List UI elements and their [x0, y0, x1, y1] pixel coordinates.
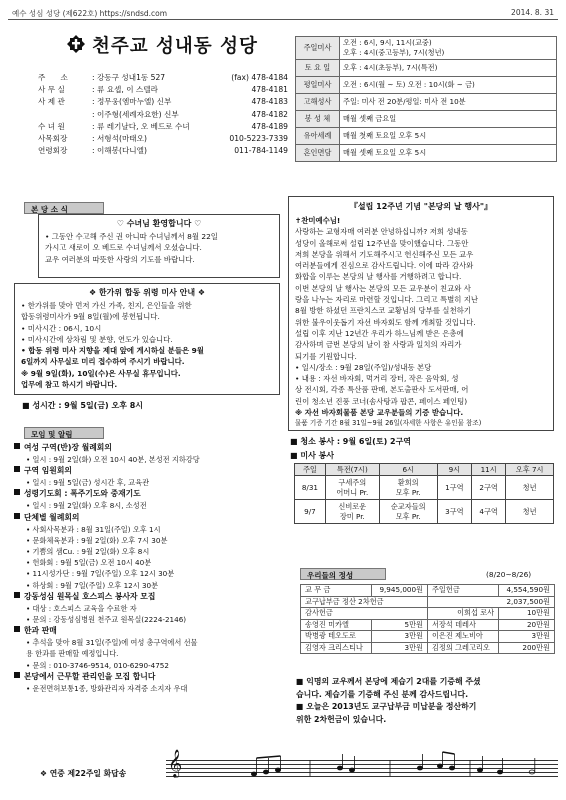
staff-row	[38, 96, 288, 108]
schedule-value	[340, 94, 557, 111]
offering-row	[301, 608, 555, 620]
schedule-line: 매월 첫째 토요일 오후 5시	[343, 131, 427, 140]
service-cell-line: 모후 Pr.	[395, 511, 421, 521]
meeting-item: • 문의 : 010-3746-9514, 010-6290-4752	[26, 660, 169, 670]
welcome-box	[38, 214, 280, 278]
offering-cell: 9,945,000원	[372, 585, 428, 597]
section-offering-label: 우리들의 정성	[300, 568, 386, 580]
offering-row	[301, 596, 555, 608]
service-cell-line: 환희의	[397, 477, 419, 487]
service-cell: 청년	[506, 476, 554, 500]
meeting-item: • 11시성가단 : 9월 7일(주일) 오후 12시 30분	[26, 569, 175, 579]
meeting-heading-text: 여성 구역(반)장 월례회의	[24, 443, 112, 452]
service-header-cell: 11시	[471, 464, 505, 476]
bullet-square-icon	[14, 443, 20, 449]
service-cell: 3구역	[437, 500, 471, 524]
schedule-row	[296, 145, 557, 162]
offering-row	[301, 585, 555, 597]
meeting-heading-text: 본당에서 근무할 관리인을 모집 합니다	[24, 671, 156, 681]
mass-service-table	[294, 463, 554, 524]
memorial-mass-line: ※ 9월 9일(화), 10일(수)은 사무실 휴무입니다.	[21, 368, 181, 378]
offering-note-line: 위한 2차헌금이 있습니다.	[296, 714, 387, 724]
anniversary-line: 여러분들에게 진심으로 감사드립니다. 이에 따라 감사와	[295, 261, 474, 271]
anniversary-box	[288, 196, 554, 431]
service-row	[295, 500, 554, 524]
meeting-heading	[14, 671, 284, 683]
offering-cell: 주일헌금	[427, 585, 498, 597]
offering-note-line: 습니다. 제습기를 기증해 주신 분께 감사드립니다.	[296, 689, 469, 699]
memorial-mass-line: • 합동 위령 미사 지향을 제대 앞에 게시하실 분들은 9월	[21, 346, 204, 356]
staff-row	[38, 133, 288, 145]
offering-cell: 3만원	[499, 631, 555, 643]
memorial-mass-box	[14, 283, 280, 395]
meeting-item: • 사회사목분과 : 8월 31일(주일) 오후 1시	[26, 524, 161, 534]
staff-role: 주 소	[38, 73, 68, 82]
staff-row	[38, 72, 288, 84]
meeting-item: • 일시 : 9월 2일(화) 오후 8시, 소성전	[26, 501, 147, 511]
meeting-heading	[14, 488, 284, 500]
staff-role: 수 녀 원	[38, 121, 65, 131]
schedule-line: 주일: 미사 전 20분/평일: 미사 전 10분	[343, 97, 466, 106]
service-cell: 4구역	[471, 500, 505, 524]
offering-cell: 김정의 그레고리오	[427, 642, 498, 654]
bulletin-date: 2014. 8. 31	[511, 8, 554, 17]
offering-cell: 감사헌금	[301, 608, 428, 620]
staff-row	[38, 84, 288, 96]
staff-name: : 류 레기날다, 오 베드로 수녀	[92, 121, 190, 131]
cleaning-service-notice: ■ 청소 봉사 : 9월 6일(토) 2구역	[290, 437, 412, 446]
schedule-value	[340, 111, 557, 128]
service-cell-line: 장미 Pr.	[339, 511, 365, 521]
parish-header	[8, 24, 293, 184]
schedule-line: 매월 셋째 토요일 오후 5시	[343, 148, 427, 157]
staff-directory	[38, 72, 288, 157]
offering-cell: 3만원	[372, 642, 428, 654]
meeting-heading-text: 한과 판매	[24, 626, 57, 636]
service-header-cell: 9시	[437, 464, 471, 476]
anniversary-line: 되기를 기원합니다.	[295, 351, 357, 361]
meeting-item: • 하상회 : 9월 7일(주일) 오후 12시 30분	[26, 580, 159, 590]
service-header-cell: 특전(7시)	[325, 464, 379, 476]
staff-phone: 478-4181	[251, 85, 288, 95]
service-row	[295, 476, 554, 500]
treble-clef-icon: 𝄞	[168, 749, 183, 777]
schedule-label: 평일미사	[296, 77, 340, 94]
meeting-item: • 대상 : 호스피스 교육을 수료한 자	[26, 603, 137, 613]
welcome-title: ♡ 수녀님 환영합니다 ♡	[116, 219, 202, 228]
schedule-row	[296, 128, 557, 145]
memorial-mass-line: • 미사시간 : 06시, 10시	[21, 323, 102, 333]
anniversary-line: 물품 기증 기간 8월 31일~9월 26일(자세한 사항은 유인물 참조)	[295, 419, 482, 428]
memorial-mass-line: 합동위령미사가 9월 8일(월)에 봉헌됩니다.	[21, 312, 160, 322]
bullet-square-icon	[14, 672, 20, 678]
service-cell: 9/7	[295, 500, 326, 524]
memorial-mass-title: ❖ 한가위 합동 위령 미사 안내 ❖	[88, 288, 206, 297]
staff-role: 사목회장	[38, 133, 68, 143]
offering-note-line: ■ 오늘은 2013년도 교구납부금 미납분을 정산하기	[296, 702, 477, 711]
meeting-heading	[14, 442, 284, 454]
staff-role: 사 제 관	[38, 97, 65, 107]
staff-name: : 서형석(마태오)	[92, 133, 147, 143]
schedule-label: 혼인면담	[296, 145, 340, 162]
anniversary-line: 감사하며 금번 본당의 날이 참 사랑과 일치의 자리가	[295, 340, 462, 350]
offering-note-line: ■ 익명의 교우께서 본당에 제습기 2대를 기증해 주셨	[296, 677, 481, 686]
memorial-mass-line: • 미사시간에 상차림 및 분향, 연도가 있습니다.	[21, 334, 173, 344]
anniversary-line: 사랑하는 교형자매 여러분 안녕하십니까? 저희 성내동	[295, 227, 468, 237]
meeting-item: • 기쁨의 샘Cu. : 9월 2일(화) 오후 8시	[26, 547, 150, 557]
schedule-label: 고해성사	[296, 94, 340, 111]
anniversary-line: 랑을 나누는 자리로 마련할 것입니다. 그리고 특별히 지난	[295, 295, 479, 305]
offering-cell: 2,037,500원	[427, 596, 554, 608]
offering-cell: 교 무 금	[301, 585, 372, 597]
anniversary-line: 린이 청소년 진풍 코너(솜사탕과 팝콘, 페이스 페인팅)	[295, 396, 468, 406]
welcome-line: 가시고 새로이 오 베드로 수녀님께서 오셨습니다.	[45, 243, 202, 253]
offering-cell: 200만원	[499, 642, 555, 654]
meeting-heading	[14, 625, 284, 637]
schedule-line: 오전 : 6시, 9시, 11시(교중)	[343, 38, 432, 47]
staff-phone: 478-4182	[251, 109, 288, 119]
staff-phone: 478-4183	[251, 97, 288, 107]
staff-name: : 류 요셉, 이 스텔라	[92, 85, 158, 95]
service-cell	[379, 476, 437, 500]
anniversary-line: 저희 본당을 위해서 기도해주시고 헌신해주신 모든 교우	[295, 249, 474, 259]
schedule-row	[296, 37, 557, 60]
meeting-heading	[14, 591, 284, 603]
staff-phone: (fax) 478-4184	[231, 73, 288, 82]
service-cell-line: 어머니 Pr.	[336, 487, 369, 497]
anniversary-greeting: ✝찬미예수님!	[295, 216, 341, 225]
schedule-row	[296, 111, 557, 128]
anniversary-line: 화합을 이루는 본당의 날 행사를 거행하려고 합니다.	[295, 272, 462, 282]
staff-phone: 010-5223-7339	[229, 133, 288, 143]
schedule-line: 오후 : 4시(초등부), 7시(특전)	[343, 63, 438, 72]
schedule-value	[340, 128, 557, 145]
welcome-line: 교우 여러분의 따뜻한 사랑의 기도를 바랍니다.	[45, 254, 195, 264]
bulletin-source: 예수 성심 성당 (제622호) https://sndsd.com	[12, 9, 168, 18]
schedule-row	[296, 94, 557, 111]
staff-name: : 이주형(세례자요한) 신부	[92, 109, 179, 119]
service-cell: 1구역	[437, 476, 471, 500]
offering-row	[301, 619, 555, 631]
anniversary-line: 설립 이후 지난 12년간 우리가 하느님께 받은 은총에	[295, 328, 464, 338]
schedule-label: 주일미사	[296, 37, 340, 60]
schedule-label: 토 요 일	[296, 60, 340, 77]
schedule-label: 유아세례	[296, 128, 340, 145]
meeting-item: 용 한과를 판매할 예정입니다.	[26, 649, 119, 659]
music-notes	[190, 744, 558, 784]
section-meetings-label: 모임 및 알림	[24, 427, 104, 439]
service-header-cell: 6시	[379, 464, 437, 476]
schedule-value	[340, 145, 557, 162]
anniversary-line: 8월 방한 하셨던 프란치스코 교황님의 당부를 실천하기	[295, 306, 471, 316]
bullet-square-icon	[14, 592, 20, 598]
staff-phone: 478-4189	[251, 121, 288, 131]
page-title: 천주교 성내동 성당	[92, 36, 258, 57]
schedule-line: 매월 셋째 금요일	[343, 114, 397, 123]
staff-name: : 이해봉(다니엘)	[92, 146, 147, 156]
offering-cell: 20만원	[499, 619, 555, 631]
offering-cell: 김영자 크리스티나	[301, 642, 372, 654]
anniversary-line: • 내용 : 자선 바자회, 먹거리 장터, 작은 음악회, 성	[295, 374, 459, 384]
service-cell-line: 구세주의	[338, 477, 367, 487]
offering-cell: 4,554,590원	[499, 585, 555, 597]
church-cross-emblem-icon	[66, 34, 86, 54]
schedule-value	[340, 60, 557, 77]
memorial-mass-line: • 한가위를 맞아 먼저 가신 가족, 친지, 은인들을 위한	[21, 301, 192, 310]
staff-row	[38, 145, 288, 157]
offering-cell: 5만원	[372, 619, 428, 631]
offering-cell: 박병광 테오도로	[301, 631, 372, 643]
mass-schedule-table	[295, 36, 557, 162]
section-news-label: 본 당 소 식	[24, 202, 104, 214]
service-header-row	[295, 464, 554, 476]
memorial-mass-line: 업무에 참고 하시기 바랍니다.	[21, 380, 118, 390]
offering-cell: 교구납부금 정산 2차헌금	[301, 596, 428, 608]
holy-hour-notice: ■ 성시간 : 9월 5일(금) 오후 8시	[22, 401, 144, 410]
bullet-square-icon	[14, 626, 20, 632]
memorial-mass-line: 6일까지 사무실로 미리 접수하여 주시기 바랍니다.	[21, 357, 185, 367]
schedule-line: 오후 : 4시(중고등부), 7시(청년)	[343, 48, 445, 57]
meetings-list	[14, 442, 284, 742]
hymn-label: ❖ 연중 제22주일 화답송	[40, 769, 127, 778]
offering-cell: 3만원	[372, 631, 428, 643]
staff-name: : 강동구 성내1동 527	[92, 73, 166, 82]
service-cell: 청년	[506, 500, 554, 524]
meeting-item: • 문화체육분과 : 9월 2일(화) 오후 7시 30분	[26, 535, 168, 545]
schedule-line: 오전 : 6시(월 ~ 토) 오전 : 10시(화 ~ 금)	[343, 80, 475, 89]
schedule-value	[340, 77, 557, 94]
meeting-heading	[14, 465, 284, 477]
staff-row	[38, 121, 288, 133]
offering-row	[301, 631, 555, 643]
bullet-square-icon	[14, 466, 20, 472]
meeting-heading-text: 구역 임원회의	[24, 466, 72, 476]
meeting-item: • 문의 : 강동성심병원 천주교 원목실(2224-2146)	[26, 615, 187, 625]
service-header-cell: 주일	[295, 464, 326, 476]
staff-role: 사 무 실	[38, 85, 65, 95]
meeting-heading-text: 단체별 월례회의	[24, 512, 80, 522]
anniversary-line: 위한 불우이웃돕기 자선 바자회도 함께 개최할 것입니다.	[295, 317, 476, 327]
mass-service-title: ■ 미사 봉사	[290, 451, 335, 460]
offering-row	[301, 642, 555, 654]
schedule-value	[340, 37, 557, 60]
service-cell-line: 모후 Pr.	[395, 487, 421, 497]
service-cell	[325, 476, 379, 500]
offering-notes	[296, 676, 558, 726]
bullet-square-icon	[14, 513, 20, 519]
staff-row	[38, 109, 288, 121]
anniversary-line: 성당이 올해로써 설립 12주년을 맞이했습니다. 그동안	[295, 238, 469, 248]
meeting-item: • 운전면허보통1종, 방화관리자 자격증 소지자 우대	[26, 683, 188, 693]
meeting-item: • 추석을 맞아 8월 31일(주일)에 여성 총구역에서 선물	[26, 638, 198, 648]
staff-phone: 011-784-1149	[234, 146, 288, 156]
offering-cell: 이희섭 로사	[427, 608, 498, 620]
meeting-item: • 헌화회 : 9월 5일(금) 오전 10시 40분	[26, 558, 152, 568]
anniversary-line: 이번 본당의 날 행사는 본당의 모든 교우분이 친교와 사	[295, 283, 471, 293]
schedule-row	[296, 77, 557, 94]
service-cell-line: 순교자들의	[390, 501, 426, 511]
staff-name: : 정무웅(엠마누엘) 신부	[92, 97, 172, 107]
offering-period: (8/20~8/26)	[486, 570, 532, 579]
service-cell: 2구역	[471, 476, 505, 500]
service-cell: 8/31	[295, 476, 326, 500]
offering-table	[300, 584, 555, 654]
schedule-label: 봉 성 체	[296, 111, 340, 128]
anniversary-title: 『설립 12주년 기념 "본당의 날 행사"』	[349, 202, 493, 211]
offering-cell: 10만원	[499, 608, 555, 620]
anniversary-line: ※ 자선 바자회물품 본당 교우분들의 기증 받습니다.	[295, 408, 464, 418]
offering-cell: 서장석 데레사	[427, 619, 498, 631]
meeting-item: • 일시 : 9월 5일(금) 성시간 후, 교육관	[26, 478, 150, 488]
top-bar	[8, 6, 558, 20]
service-cell-line: 신비로운	[338, 501, 367, 511]
anniversary-line: • 일시/장소 : 9월 28일(주일)/성내동 본당	[295, 362, 432, 372]
meeting-heading-text: 강동성심 원목실 호스피스 봉사자 모집	[24, 591, 156, 601]
welcome-line: • 그동안 수고해 주신 권 아니따 수녀님께서 8월 22일	[45, 232, 218, 241]
service-header-cell: 오후 7시	[506, 464, 554, 476]
offering-cell: 송영진 미카엘	[301, 619, 372, 631]
service-cell	[379, 500, 437, 524]
meeting-item: • 일시 : 9월 2일(화) 오전 10시 40분, 본성전 지하강당	[26, 455, 200, 464]
meeting-heading-text: 성령기도회 : 폭주기도와 중재기도	[24, 489, 141, 499]
bullet-square-icon	[14, 489, 20, 495]
staff-role: 연령회장	[38, 146, 68, 156]
schedule-row	[296, 60, 557, 77]
meeting-heading	[14, 512, 284, 524]
service-cell	[325, 500, 379, 524]
offering-cell: 이은진 제노비아	[427, 631, 498, 643]
anniversary-line: 상 전시회, 각종 특산품 판매, 본도출판사 도서판매, 어	[295, 385, 469, 395]
